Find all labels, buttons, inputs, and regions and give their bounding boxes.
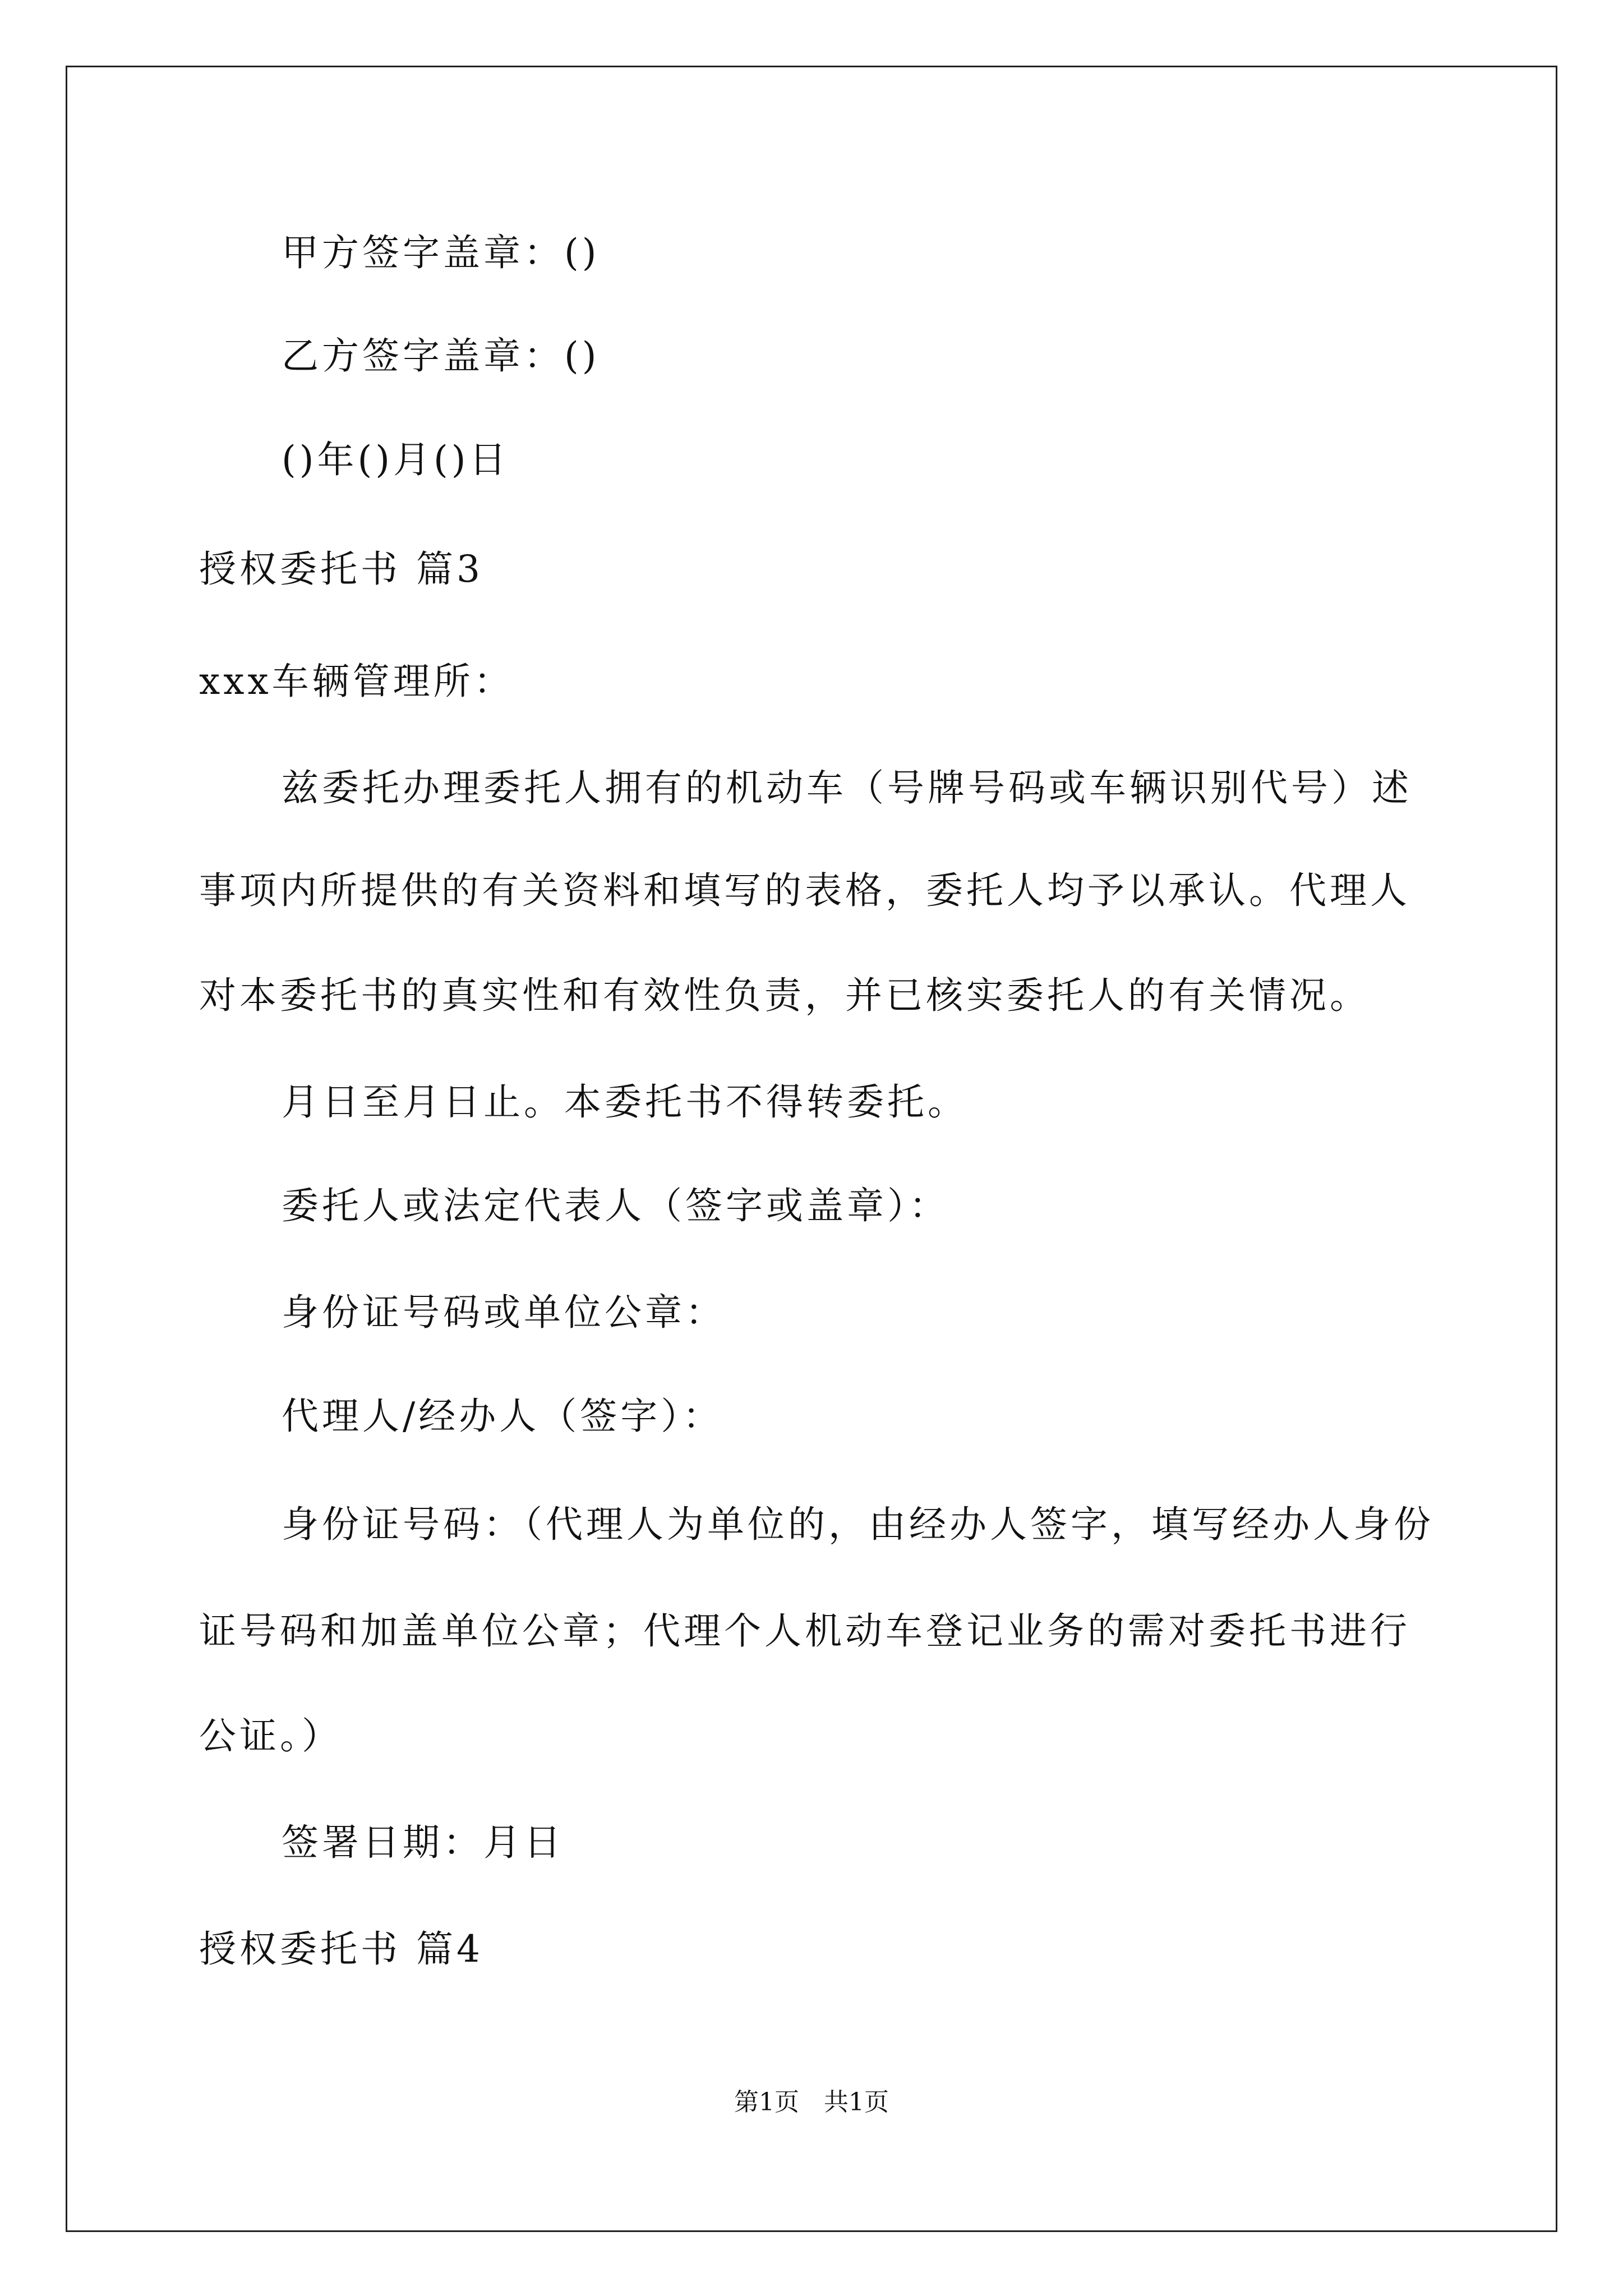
agent-signature-line: 代理人/经办人（签字）： <box>282 1395 723 1438</box>
agent-id-note-line: 证号码和加盖单位公章；代理个人机动车登记业务的需对委托书进行 <box>199 1609 1410 1653</box>
principal-signature-line: 委托人或法定代表人（签字或盖章）： <box>282 1184 949 1227</box>
addressee-line: xxx车辆管理所： <box>199 660 514 703</box>
signing-date-line: 签署日期：月日 <box>282 1821 564 1864</box>
page-number-footer: 第1页 共1页 <box>734 2088 889 2116</box>
section-heading-4: 授权委托书 篇4 <box>199 1927 483 1971</box>
body-paragraph-line: 事项内所提供的有关资料和填写的表格，委托人均予以承认。代理人 <box>199 869 1410 912</box>
page-border <box>66 66 1557 2232</box>
validity-period-line: 月日至月日止。本委托书不得转委托。 <box>282 1080 968 1124</box>
section-heading-3: 授权委托书 篇3 <box>199 547 483 591</box>
party-b-signature-line: 乙方签字盖章：() <box>282 334 600 378</box>
id-or-seal-line: 身份证号码或单位公章： <box>282 1291 726 1334</box>
agent-id-note-line: 公证。） <box>199 1714 342 1757</box>
date-line: ()年()月()日 <box>282 438 510 481</box>
body-paragraph-line: 对本委托书的真实性和有效性负责，并已核实委托人的有关情况。 <box>199 974 1370 1017</box>
agent-id-note-line: 身份证号码：（代理人为单位的，由经办人签字，填写经办人身份 <box>282 1503 1434 1546</box>
party-a-signature-line: 甲方签字盖章：() <box>282 231 600 274</box>
body-paragraph-line: 兹委托办理委托人拥有的机动车（号牌号码或车辆识别代号）述 <box>282 766 1412 809</box>
